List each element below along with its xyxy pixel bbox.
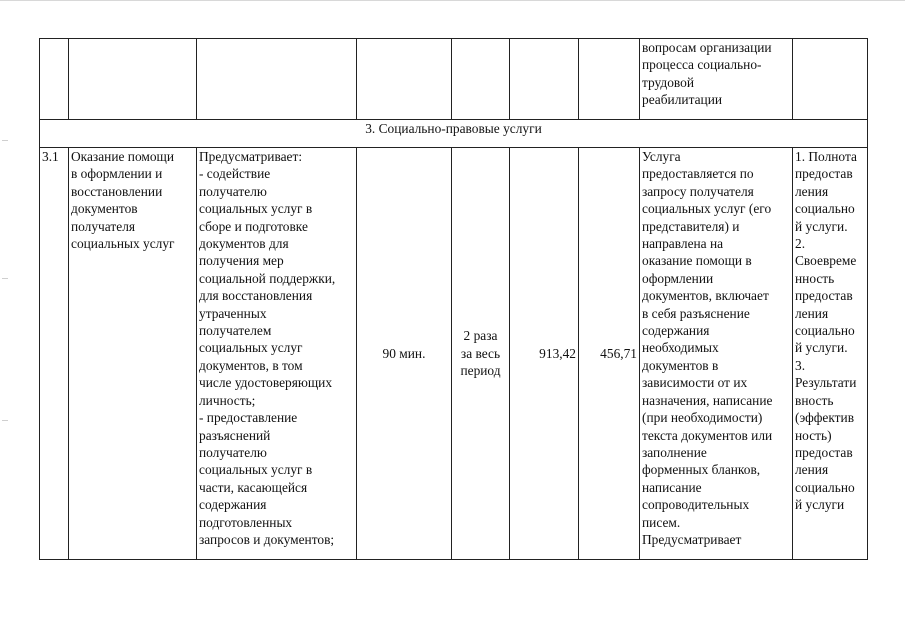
cell-price xyxy=(579,39,640,120)
cell-duration xyxy=(357,39,452,120)
service-number: 3.1 xyxy=(40,148,69,560)
cell-description xyxy=(197,39,357,120)
cell-frequency xyxy=(452,39,510,120)
service-quality: 1. Полнота предостав ления социально й услуги. 2. Своевреме нность предостав ления социально й услуги. 3. Результати вность (эффектив ность) предостав ления социально й услуги xyxy=(793,148,868,560)
cell-conditions: вопросам организации процесса социально- трудовой реабилитации xyxy=(640,39,793,120)
service-conditions: Услуга предоставляется по запросу получателя социальных услуг (его представителя) и направлена на оказание помощи в оформлении документов, включает в себя разъяснение содержания необходимых документов в зависимости от их назначения, написание (при необходимости) текста документов или заполнение форменных бланков, написание сопроводительных писем. Предусматривает xyxy=(640,148,793,560)
services-table xyxy=(39,38,868,560)
service-description: Предусматривает: - содействие получателю социальных услуг в сборе и подготовке документов для получения мер социальной поддержки, для восстановления утраченных получателем социальных услуг документов, в том числе удостоверяющих личность; - предоставление разъяснений получателю социальных услуг в части, касающейся содержания подготовленных запросов и документов; xyxy=(197,148,357,560)
scan-margin-mark xyxy=(2,140,8,141)
table-row-service xyxy=(40,148,868,560)
table-row-previous xyxy=(40,39,868,120)
section-header-row xyxy=(40,120,868,148)
cell-number xyxy=(40,39,69,120)
page-top-edge xyxy=(0,0,905,11)
service-frequency: 2 раза за весь период xyxy=(452,148,510,560)
cell-tariff xyxy=(510,39,579,120)
service-tariff: 913,42 xyxy=(510,148,579,560)
cell-name xyxy=(69,39,197,120)
service-duration: 90 мин. xyxy=(357,148,452,560)
cell-quality xyxy=(793,39,868,120)
scan-margin-mark xyxy=(2,420,8,421)
scan-margin-mark xyxy=(2,278,8,279)
service-name: Оказание помощи в оформлении и восстановлении документов получателя социальных услуг xyxy=(69,148,197,560)
section-title: 3. Социально-правовые услуги xyxy=(40,120,868,148)
service-price: 456,71 xyxy=(579,148,640,560)
